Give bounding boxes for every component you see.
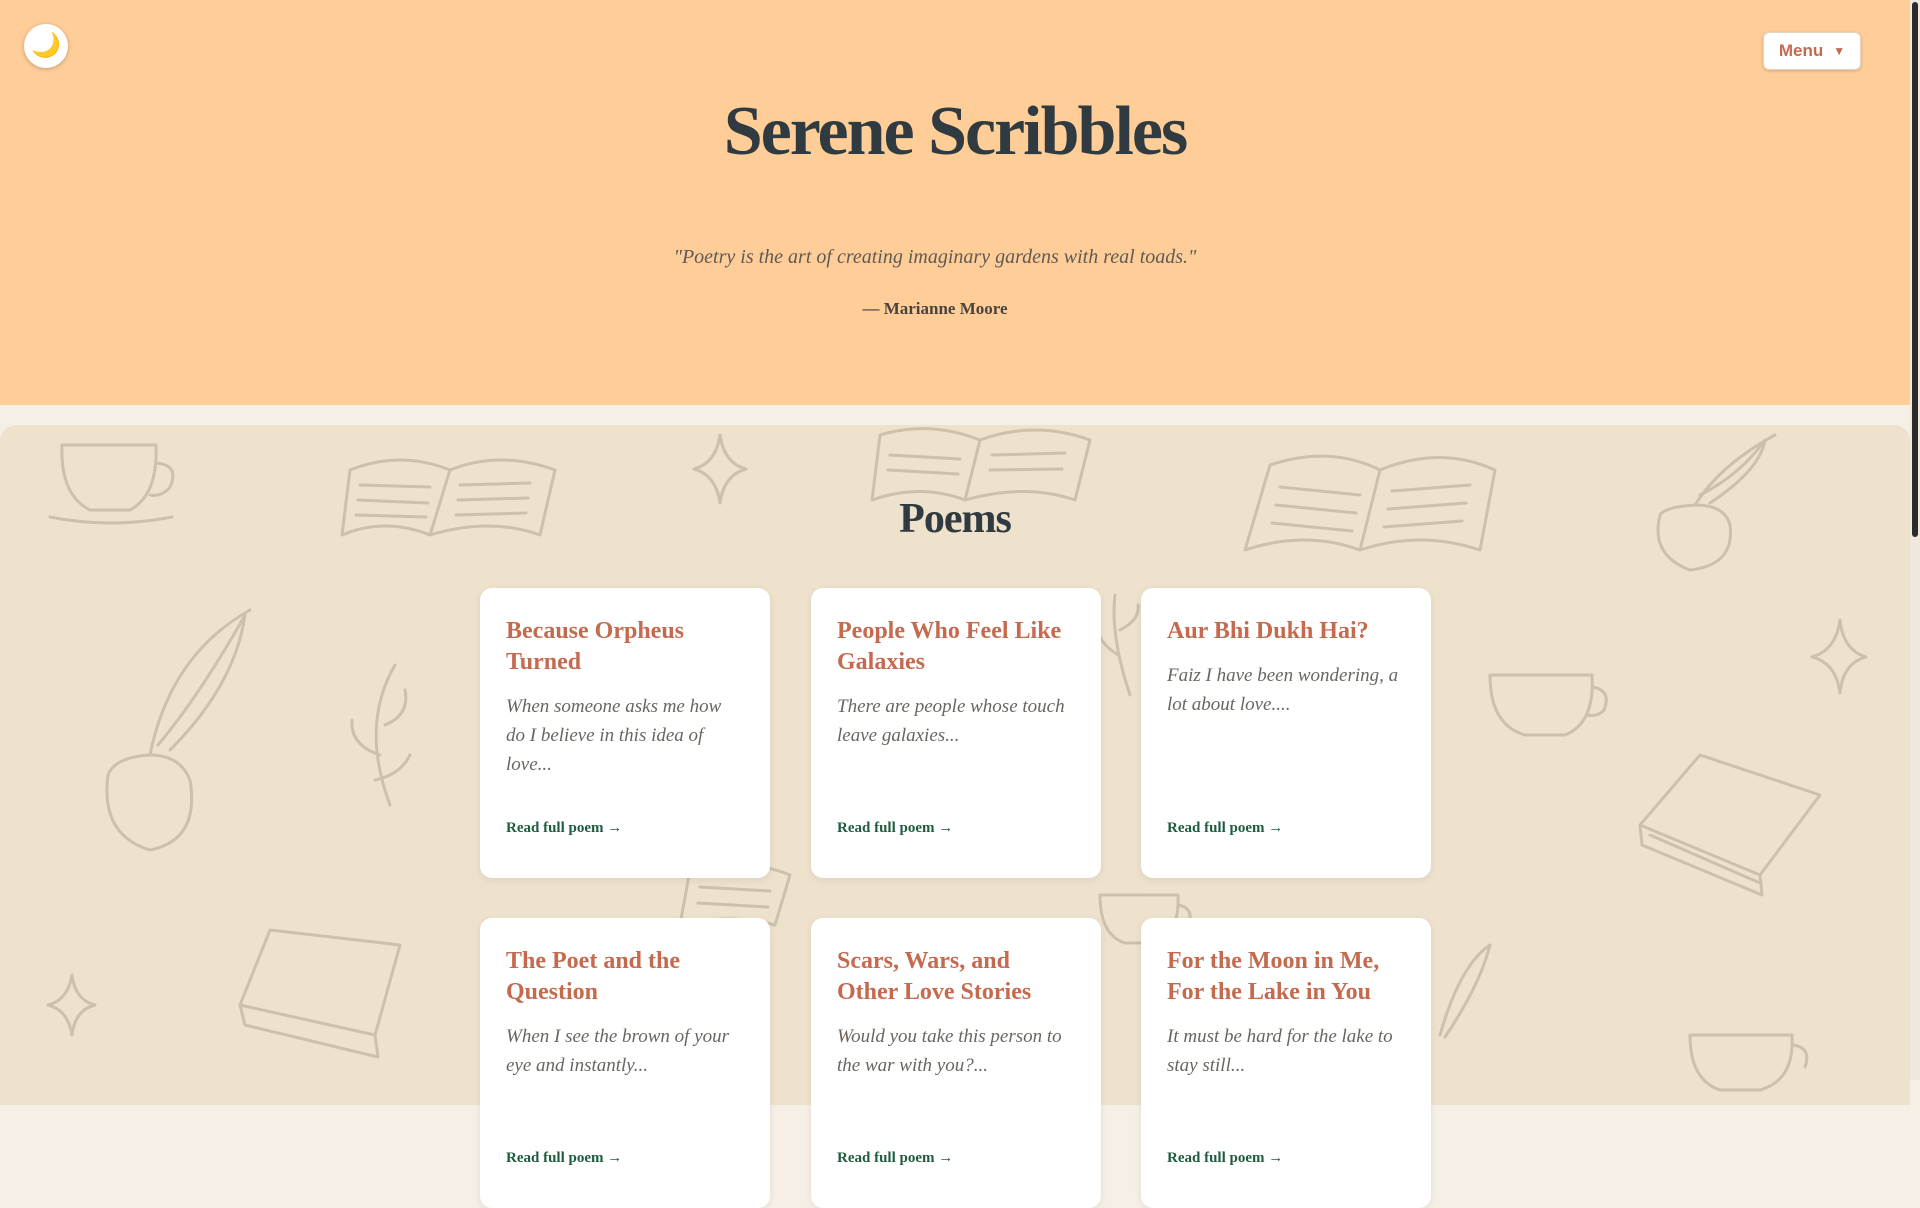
poem-title[interactable]: Scars, Wars, and Other Love Stories bbox=[837, 948, 1032, 1005]
read-full-poem-link[interactable]: Read full poem → bbox=[1167, 820, 1284, 836]
read-full-poem-link[interactable]: Read full poem → bbox=[506, 820, 623, 836]
section-title-poems: Poems bbox=[899, 496, 1011, 542]
sparkle-doodle bbox=[694, 435, 746, 503]
poem-excerpt: When I see the brown of your eye and instantly... bbox=[506, 1026, 730, 1076]
poem-card[interactable] bbox=[811, 918, 1101, 1208]
poem-excerpt: Would you take this person to the war with you?... bbox=[837, 1026, 1062, 1076]
hero-quote: "Poetry is the art of creating imaginary gardens with real toads." bbox=[673, 246, 1197, 268]
sparkle-doodle bbox=[1812, 620, 1866, 693]
poem-title[interactable]: Because Orpheus Turned bbox=[506, 618, 685, 675]
poem-excerpt: It must be hard for the lake to stay still... bbox=[1167, 1026, 1393, 1076]
theme-toggle-button[interactable] bbox=[24, 24, 68, 68]
menu-label: Menu bbox=[1778, 41, 1824, 60]
poem-excerpt: There are people whose touch leave galaxies... bbox=[837, 696, 1065, 746]
scrollbar-thumb[interactable] bbox=[1912, 2, 1918, 537]
poems-section bbox=[0, 425, 1910, 1166]
poem-card[interactable] bbox=[480, 588, 770, 878]
read-full-poem-link[interactable]: Read full poem → bbox=[837, 1150, 954, 1166]
poem-card[interactable] bbox=[1141, 918, 1431, 1208]
closed-book-doodle bbox=[1640, 755, 1820, 895]
teacup-doodle bbox=[1490, 675, 1606, 735]
poem-title[interactable]: Aur Bhi Dukh Hai? bbox=[1167, 618, 1369, 644]
quote-author: — Marianne Moore bbox=[862, 299, 1008, 318]
poem-card[interactable] bbox=[1141, 588, 1431, 878]
poem-title[interactable]: For the Moon in Me, For the Lake in You bbox=[1167, 948, 1380, 1005]
quill-doodle bbox=[1440, 945, 1490, 1037]
hero-header bbox=[0, 0, 1910, 405]
leaf-sprig-doodle bbox=[352, 665, 410, 805]
poem-card[interactable] bbox=[480, 918, 770, 1208]
open-book-doodle bbox=[872, 429, 1090, 500]
sparkle-doodle bbox=[48, 975, 95, 1035]
poem-card[interactable] bbox=[811, 588, 1101, 878]
read-full-poem-link[interactable]: Read full poem → bbox=[506, 1150, 623, 1166]
chevron-down-icon: ▼ bbox=[1833, 44, 1846, 58]
poem-excerpt: Faiz I have been wondering, a lot about love.... bbox=[1167, 665, 1399, 715]
poem-title[interactable]: People Who Feel Like Galaxies bbox=[837, 618, 1062, 675]
teacup-doodle bbox=[1690, 1035, 1807, 1090]
menu-button[interactable] bbox=[1763, 32, 1861, 70]
poem-excerpt: When someone asks me how do I believe in this idea of love... bbox=[506, 696, 722, 775]
quill-ink-doodle bbox=[107, 610, 250, 850]
crescent-moon-icon: 🌙 bbox=[31, 33, 61, 59]
poem-title[interactable]: The Poet and the Question bbox=[506, 948, 680, 1005]
leaf-sprig-doodle bbox=[1098, 595, 1139, 695]
read-full-poem-link[interactable]: Read full poem → bbox=[837, 820, 954, 836]
read-full-poem-link[interactable]: Read full poem → bbox=[1167, 1150, 1284, 1166]
site-title: Serene Scribbles bbox=[723, 93, 1187, 170]
closed-book-doodle bbox=[240, 930, 400, 1057]
